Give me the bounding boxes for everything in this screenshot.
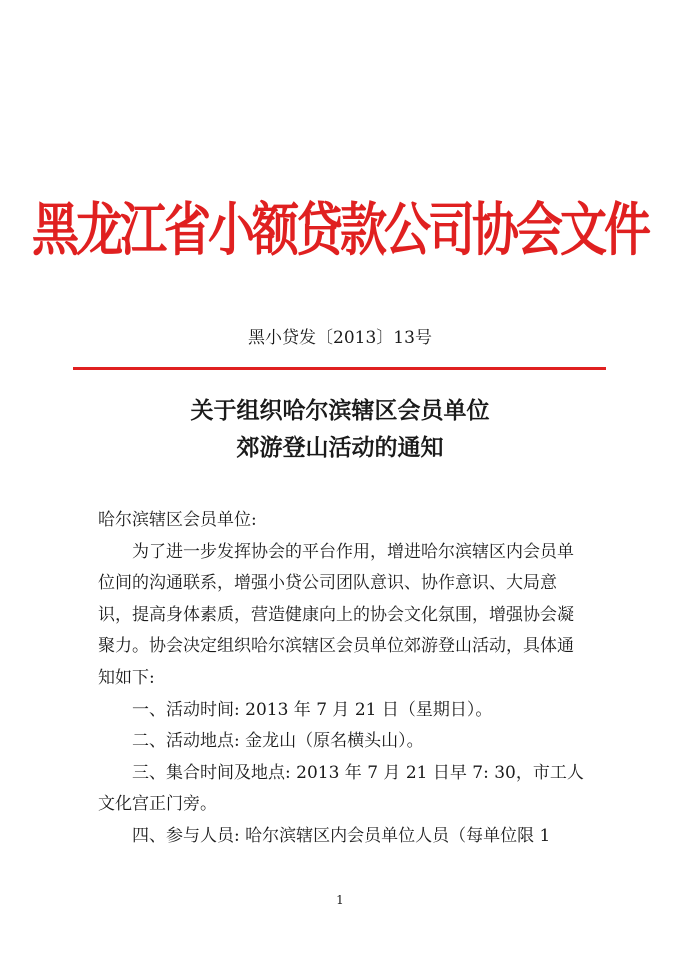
item-activity-time: 一、活动时间: 2013 年 7 月 21 日（星期日）。 — [132, 699, 493, 720]
notice-body — [98, 505, 590, 853]
intro-paragraph: 为了进一步发挥协会的平台作用，增进哈尔滨辖区内会员单位间的沟通联系，增强小贷公司团队意识、协作意识、大局意识，提高身体素质，营造健康向上的协会文化氛围，增强协会凝聚力。协会决定组织哈尔滨辖区会员单位郊游登山活动，具体通知如下: — [98, 541, 574, 688]
item-participants: 四、参与人员: 哈尔滨辖区内会员单位人员（每单位限 1 — [132, 825, 551, 846]
notice-title — [0, 392, 680, 466]
notice-title-line-1: 关于组织哈尔滨辖区会员单位 — [190, 397, 490, 424]
page-number: 1 — [336, 893, 344, 907]
org-file-title: 黑龙江省小额贷款公司协会文件 — [32, 196, 648, 264]
item-activity-location: 二、活动地点: 金龙山（原名横头山）。 — [132, 731, 424, 752]
salutation: 哈尔滨辖区会员单位: — [98, 510, 257, 530]
item-assembly-time-location: 三、集合时间及地点: 2013 年 7 月 21 日早 7: 30，市工人文化宫正门旁。 — [98, 762, 584, 815]
document-number: 黑小贷发〔2013〕13号 — [248, 328, 432, 348]
red-divider-line — [73, 367, 606, 370]
notice-title-line-2: 郊游登山活动的通知 — [236, 434, 444, 461]
